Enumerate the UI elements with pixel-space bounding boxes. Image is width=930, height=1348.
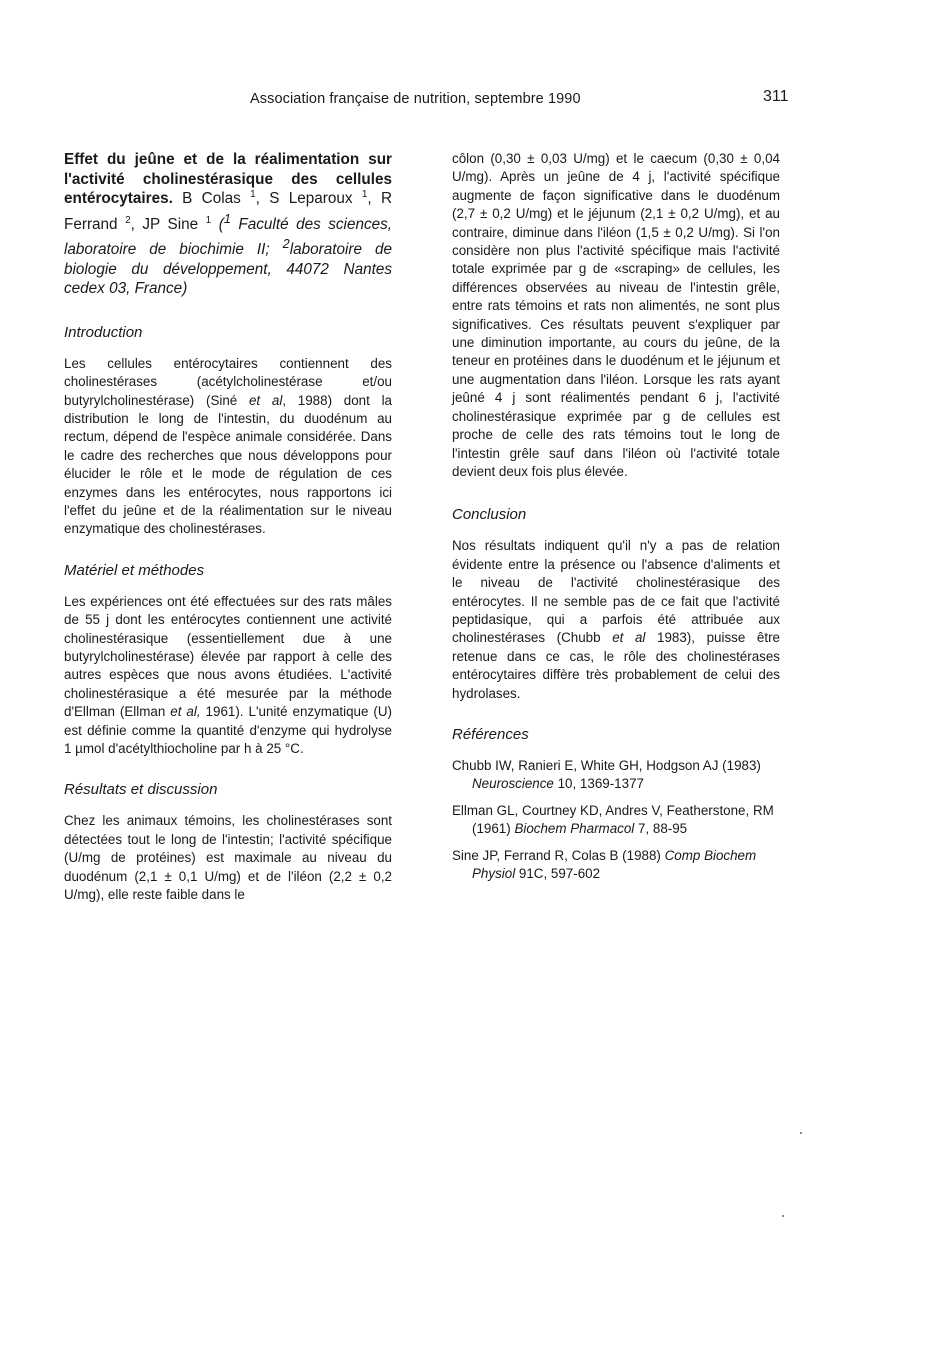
- author-affiliation-mark: 1: [205, 214, 212, 226]
- reference-authors: Ellman GL, Courtney KD, Andres V, Featherstone, RM (1961): [452, 802, 774, 837]
- article-title-block: [64, 150, 392, 299]
- reference-authors: Sine JP, Ferrand R, Colas B (1988): [452, 847, 665, 863]
- text-run: Les expériences ont été effectuées sur des rats mâles de 55 j dont les entérocytes contiennent une activité cholinestérasique (essentiellement due à une butyrylcholinestérase) élevée par rapport à celle des autres espèces que nous avons étudiées. L'activité cholinestérasique a été mesurée par la méthode d'Ellman (Ellman: [64, 593, 392, 720]
- text-run-italic: et al: [612, 630, 646, 646]
- reference-volume-pages: 10, 1369-1377: [553, 776, 644, 792]
- reference-journal: Biochem Pharmacol: [514, 821, 635, 837]
- reference-authors: Chubb IW, Ranieri E, White GH, Hodgson AJ (1983): [452, 757, 761, 773]
- reference-volume-pages: 7, 88-95: [634, 821, 688, 837]
- section-heading: Références: [452, 725, 529, 743]
- conclusion-section: [452, 505, 780, 703]
- affiliation-mark: 2: [282, 236, 290, 252]
- article-title: Effet du jeûne et de la réalimentation sur l'activité cholinestérasique des cellules entérocytaires.: [64, 151, 392, 207]
- page-number: 311: [763, 88, 789, 105]
- results-continued: [452, 150, 780, 481]
- introduction-text: [64, 355, 392, 539]
- reference-item: [452, 847, 780, 884]
- introduction-section: [64, 323, 392, 539]
- results-section: [64, 780, 392, 904]
- affiliation-2: laboratoire de biologie du développement, 44072 Nantes cedex 03, France): [64, 241, 393, 298]
- reference-item: [452, 757, 780, 794]
- section-heading: Matériel et méthodes: [64, 561, 205, 579]
- results-text-right: côlon (0,30 ± 0,03 U/mg) et le caecum (0,30 ± 0,04 U/mg). Après un jeûne de 4 j, l'activité spécifique augmente de façon significative dans le duodénum (2,7 ± 0,2 U/mg) et le jéjunum (2,1 ± 0,2 U/mg), et au contraire, diminue dans l'iléon (1,5 ± 0,2 U/mg). Si l'on considère non plus l'activité spécifique mais l'activité totale exprimée par g de «scraping» de cellules, les différences observées au niveau de l'intestin grêle, entre rats témoins et rats non alimentés, ne sont plus significatives. Ces résultats peuvent s'expliquer par une diminution importante, au cours du jeûne, de la teneur en protéines dans le duodénum et le jéjunum et une augmentation dans l'iléon. Lorsque les rats ayant jeûné 4 j sont réalimentés pendant 6 j, l'activité cholinestérasique exprimée par g de cellules est proche de celle des rats témoins tout le long de l'intestin grêle sauf dans l'iléon où l'activité totale devient deux fois plus élevée.: [452, 151, 780, 479]
- reference-volume-pages: 91C, 597-602: [515, 866, 601, 881]
- author-affiliation-mark: 1: [250, 188, 256, 200]
- reference-journal: Neuroscience: [472, 776, 554, 792]
- methods-section: [64, 561, 392, 759]
- text-run: , 1988) dont la distribution le long de l'intestin, du duodénum au rectum, dépend de l'espèce animale considérée. Dans le cadre des recherches que nous développons pour élucider le rôle et le mode de régulation de ces enzymes dans les entérocytes, nous rapportons ici l'effet du jeûne et de la réalimentation sur le niveau enzymatique des cholinestérases.: [64, 392, 392, 537]
- results-text-left: Chez les animaux témoins, les cholinestérases sont détectées tout le long de l'intestin; l'activité spécifique (U/mg de protéines) est maximale au niveau du duodénum (2,1 ± 0,1 U/mg) et de l'iléon (2,2 ± 0,2 U/mg), elle reste faible dans le: [64, 813, 392, 903]
- text-run: Les cellules entérocytaires contiennent des cholinestérases (acétylcholinestérase et/ou butyrylcholinestérase) (Siné: [64, 355, 392, 408]
- affiliations: ($^1$ Faculté des sciences, laboratoire de biochimie II; $^2$laboratoire de biologie du développement, 44072 Nantes cedex 03, France): [64, 210, 393, 298]
- author: R Ferrand: [64, 190, 393, 233]
- scan-speck: [782, 1215, 784, 1217]
- author-affiliation-mark: 2: [125, 214, 131, 226]
- section-heading: Introduction: [64, 323, 143, 341]
- reference-item: [452, 802, 780, 839]
- right-column: [452, 150, 780, 905]
- affiliation-mark: 1: [223, 210, 231, 226]
- author-affiliation-mark: 1: [361, 188, 368, 200]
- references-section: [452, 725, 780, 883]
- text-run: 1983), puisse être retenue dans ce cas, le rôle des cholinestérases entérocytaires diffère très probablement de celui des hydrolases.: [452, 630, 780, 701]
- conclusion-text: [452, 537, 780, 703]
- affiliation-1: Faculté des sciences, laboratoire de biochimie II;: [64, 215, 393, 259]
- author: S Leparoux: [269, 190, 353, 207]
- running-head: Association française de nutrition, septembre 1990: [250, 91, 581, 107]
- text-run-italic: et al: [248, 392, 283, 408]
- methods-text: [64, 593, 392, 759]
- text-run-italic: et al,: [170, 704, 201, 720]
- author-list: B Colas $^1$, S Leparoux $^1$, R Ferrand $^2$, JP Sine $^1$: [64, 188, 393, 233]
- author: JP Sine: [142, 215, 199, 233]
- text-run: Nos résultats indiquent qu'il n'y a pas de relation évidente entre la présence ou l'absence d'aliments et le niveau de l'activité cholinestérasique des entérocytes. Il ne semble pas de ce fait que l'activité peptidasique, qui a parfois été attribuée aux cholinestérases (Chubb: [452, 538, 780, 646]
- author: B Colas: [182, 190, 241, 207]
- section-heading: Conclusion: [452, 506, 527, 524]
- text-run: 1961). L'unité enzymatique (U) est définie comme la quantité d'enzyme qui hydrolyse 1 µmol d'acétylthiocholine par h à 25 °C.: [64, 704, 393, 756]
- reference-journal: Comp Biochem Physiol: [472, 847, 757, 881]
- scan-speck: [800, 1132, 802, 1134]
- left-column: [64, 150, 392, 926]
- section-heading: Résultats et discussion: [64, 781, 218, 799]
